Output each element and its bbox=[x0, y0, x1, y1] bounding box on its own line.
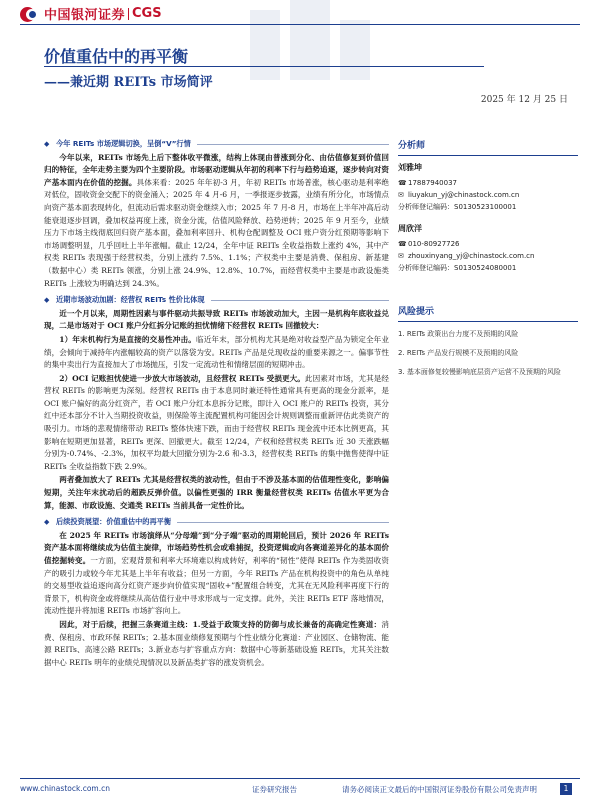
company-logo bbox=[20, 4, 162, 23]
analyst-heading: 分析师 bbox=[398, 138, 578, 156]
registration-code: 分析师登记编码：S0130523100001 bbox=[398, 203, 517, 211]
page-number: 1 bbox=[560, 783, 572, 795]
phone-icon: ☎ bbox=[398, 179, 407, 187]
analyst-name: 刘雅坤 bbox=[398, 163, 422, 172]
email-icon: ✉ bbox=[398, 191, 404, 199]
paragraph: 2）OCI 记账担忧使进一步放大市场波动，且经营权 REITs 受损更大。此因素对市场，尤其是经营权 REITs 的影响更为深刻。经营权 REITs 由于本息同时兼还特性通常具有更高的现金分派率，是 OCI 账户偏好的高分红资产，若 OCI 账户分红本息拆分记账，即计入 OCI 账户的 REITs 投资，其分红中还本部分不计入当期投资收益，则保险等主流配置机构可能因会计规则调整而重新评估此类资产的吸引力。市场的悲观情绪带动 REITs 整体快速下跌，而由于经营权 REITs 现金流中还本比例更高，其影响在短期更加显著，REITs 更深、回撤更大。截至 12/24，产权和经营权类 REITs 近 30 天涨跌幅分别为-0.74%、-2.3%，加权平均最大回撤分别为-2.6 和-3.3，经营权类 REITs 的集中抛售使得中证 REITs 全收益指数下跌 2.9%。 bbox=[44, 373, 389, 471]
phone-icon: ☎ bbox=[398, 240, 407, 248]
analyst-name: 周欣洋 bbox=[398, 224, 422, 233]
logo-text: 中国银河证券 bbox=[44, 8, 126, 23]
paragraph: 今年以来，REITs 市场先上后下整体收平微涨，结构上体现由普涨到分化、由估值修复到价值回归的特征，全年走势主要为四个主要阶段。市场驱动逻辑从年初的利率下行与趋势追逐，逐步转向对资产基本面内在价值的挖掘。具体来看：2025 年年初-3 月，年初 REITs 市场普涨，核心驱动是利率绝对低位，固收资金交配下的资金涌入；2025 年 4 月-6 月，一季报逐步披露，业绩有所分化，市场情点向资产基本面表现转化，但流动后需求驱动资金继续入市；2025 年 7 月-8 月，市场在上半年冲高后动能衰退逐步回调，叠加权益再度上涨，资金分流，估值风险释放、趋势逆转；2025 年 9 月至今，业绩压力下市场主线彻底回归资产基本面，叠加利率回升、机构仓配调整及 OCI 账户资分红预期等影响下市场调整明显，几乎回吐上半年涨幅。截止 12/24，全年中证 REITs 全收益指数上涨约 4%，其中产权类 REITs 表现强于经营权类，分别上涨约 7.5%、1.1%；产权类中主要是消费、保租房、新基建（数据中心）类 REITs 领涨，分别上涨 24.9%、12.8%、10.7%，而经营权类中主要是市政设施类 REITs 上涨较为明确达到 24.3%。 bbox=[44, 152, 390, 288]
report-title: 价值重估中的再平衡 bbox=[44, 47, 189, 66]
paragraph: 近一个月以来，周期性因素与事件驱动共振导致 REITs 市场波动加大，主因一是机构年底收益兑现，二是市场对于 OCI 账户分红拆分记账的担忧情绪下经营权 REITs 回撤较大： bbox=[44, 308, 389, 331]
logo-mark-icon bbox=[20, 6, 42, 22]
section-3 bbox=[44, 516, 389, 669]
analyst-card bbox=[398, 162, 578, 213]
footer-disclaimer: 请务必阅读正文最后的中国银河证券股份有限公司免责声明 bbox=[342, 785, 537, 794]
logo-cgs: CGS bbox=[132, 6, 162, 21]
risk-item: 3. 基本面修复较慢影响底层资产运营不及预期的风险 bbox=[398, 368, 561, 376]
paragraph: 在 2025 年 REITs 市场演绎从“分母端”到“分子端”驱动的周期轮回后，预计 2026 年 REITs 资产基本面将继续成为估值主旋律，市场趋势性机会或难捕捉，投资逻辑或向各赛道差异化的基本面价值挖掘转变。一方面，宏观背景和利率大环境难以构成转好，利率的“韧性”使得 REITs 作为类固收资产的吸引力或较今年尤其是上半年有收益；但另一方面，今年 REITs 产品在机构投资中的角色从单纯的交易型收益追逐向高分红资产逐步向价值实现“固收+”配置组合转变，尤其在无风险利率再度下行的背景下，机构资金或将继续从高估值行业中寻求形成与一定支撑。此外，关注 REITs ETF 落地情况，流动性提升将加速 REITs 市场扩容向上。 bbox=[44, 530, 390, 616]
section-heading: ◆ 后续投资展望：价值重估中的再平衡 bbox=[44, 516, 389, 529]
footer-rule bbox=[20, 778, 580, 779]
email-row[interactable]: ✉ zhouxinyang_yj@chinastock.com.cn bbox=[398, 252, 535, 260]
main-content bbox=[44, 138, 389, 673]
footer-url[interactable]: www.chinastock.com.cn bbox=[20, 784, 110, 793]
risk-heading: 风险提示 bbox=[398, 304, 578, 322]
triangle-bullet-icon: ◆ bbox=[44, 296, 50, 305]
phone-row: ☎ 010-80927726 bbox=[398, 240, 460, 248]
triangle-bullet-icon: ◆ bbox=[44, 518, 50, 527]
page-footer bbox=[0, 778, 600, 800]
email-icon: ✉ bbox=[398, 252, 404, 260]
triangle-bullet-icon: ◆ bbox=[44, 140, 50, 148]
email-row[interactable]: ✉ liuyakun_yj@chinastock.com.cn bbox=[398, 191, 520, 199]
phone-row: ☎ 17887940037 bbox=[398, 179, 457, 187]
paragraph: 因此，对于后续，把握三条赛道主线：1.受益于政策支持的防御与成长兼备的高确定性赛道：消费、保租房、市政环保 REITs；2.基本面业绩修复预期与个性业绩分化赛道：产业园区、仓储物流、能源 REITs、高速公路 REITs；3.新业态与扩容重点方向：数据中心等新基础设施 REITs，尤其关注数据中心 REITs 明年的业绩兑现情况以及新品类扩容的涨发资机会。 bbox=[44, 619, 389, 667]
sidebar bbox=[398, 138, 578, 385]
paragraph: 1）年末机构行为是直接的交易性冲击。临近年末，部分机构尤其是绝对收益型产品为锁定全年业绩，会倾向于减持年内涨幅较高的资产以落袋为安。REITs 产品是兑现收益的重要来源之一。偏事节性的集中卖出行为直接加大了市场抛压，引发一定流动性和情绪层面的短期冲击。 bbox=[44, 334, 389, 370]
section-2 bbox=[44, 294, 389, 512]
report-date: 2025 年 12 月 25 日 bbox=[480, 95, 568, 105]
section-heading: ◆ 近期市场波动加剧：经营权 REITs 性价比体现 bbox=[44, 294, 389, 307]
background-building-graphic bbox=[230, 0, 390, 80]
footer-label: 证券研究报告 bbox=[252, 785, 297, 794]
risk-item: 2. REITs 产品发行规模不及预期的风险 bbox=[398, 349, 519, 357]
section-heading: ◆ 今年 REITs 市场逻辑切换，呈倒“V”行情 bbox=[44, 138, 389, 151]
registration-code: 分析师登记编码：S0130524080001 bbox=[398, 264, 517, 272]
section-1 bbox=[44, 138, 389, 290]
risk-item: 1. REITs 政策出台力度不及预期的风险 bbox=[398, 330, 519, 338]
title-divider bbox=[44, 66, 484, 67]
analyst-card bbox=[398, 223, 578, 274]
paragraph: 两者叠加放大了 REITs 尤其是经营权类的波动性，但由于不涉及基本面的估值理性变化，影响偏短期，关注年末扰动后的超跌反弹价值。以偏性更强的 IRR 衡量经营权类 REITs 估值水平更为合算，能源、市政设施、交通类 REITs 当前具备一定性价比。 bbox=[44, 475, 389, 510]
report-subtitle: ——兼近期 REITs 市场简评 bbox=[44, 75, 213, 90]
